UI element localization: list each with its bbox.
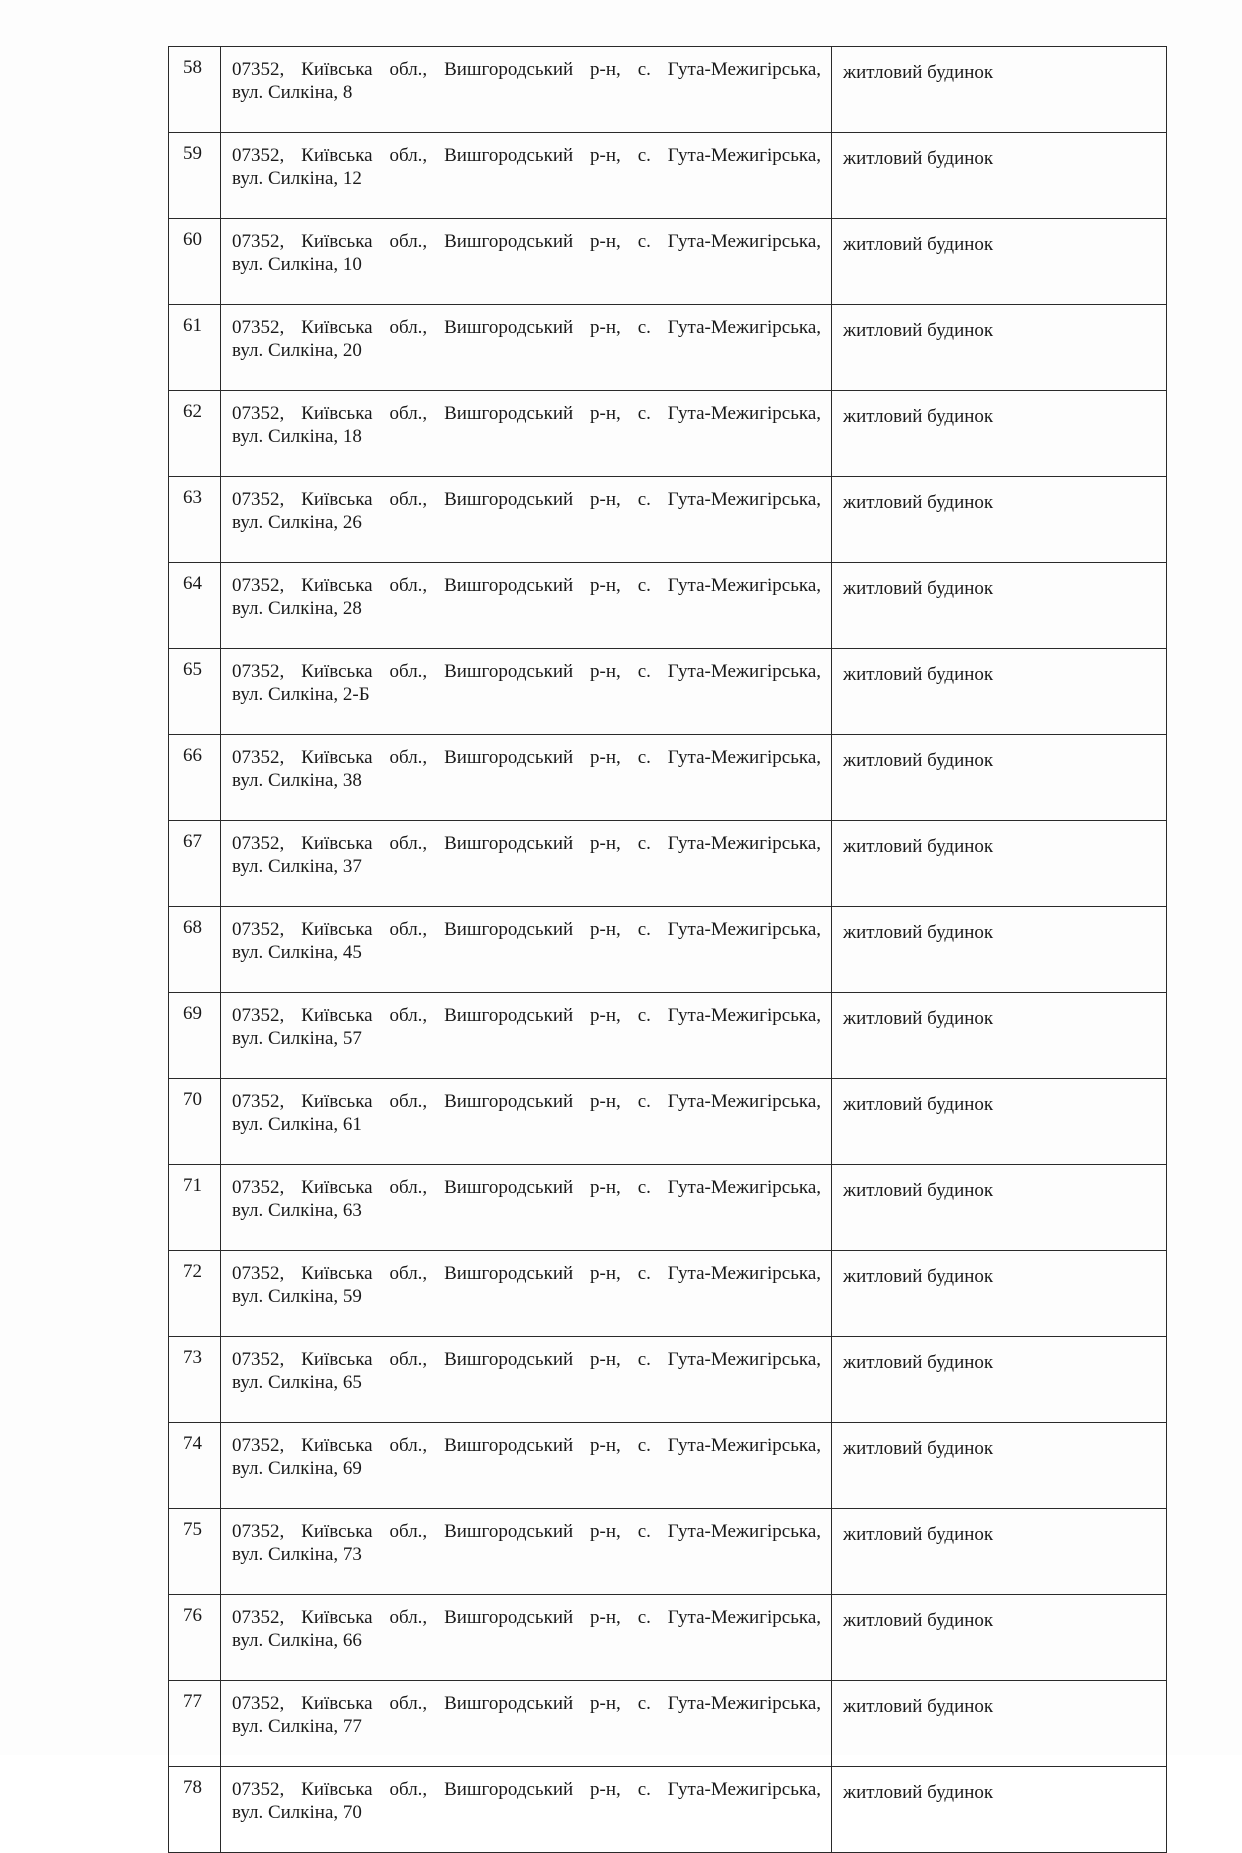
- object-type: житловий будинок: [832, 649, 1167, 735]
- table-row: [169, 1681, 1167, 1767]
- address-registry-table: [168, 46, 1167, 1853]
- row-number: 58: [169, 47, 221, 133]
- address-cell: [221, 1423, 832, 1509]
- object-type: житловий будинок: [832, 1509, 1167, 1595]
- row-number: 72: [169, 1251, 221, 1337]
- address-line-2: вул. Силкіна, 59: [232, 1286, 362, 1307]
- address-line-1: 07352, Київська обл., Вишгородський р-н, с. Гута-Межигірська,: [232, 833, 821, 854]
- row-number: 78: [169, 1767, 221, 1853]
- address-line-2: вул. Силкіна, 45: [232, 942, 362, 963]
- row-number: 68: [169, 907, 221, 993]
- object-type: житловий будинок: [832, 993, 1167, 1079]
- address-line-1: 07352, Київська обл., Вишгородський р-н, с. Гута-Межигірська,: [232, 747, 821, 768]
- address-line-2: вул. Силкіна, 69: [232, 1458, 362, 1479]
- table-row: [169, 821, 1167, 907]
- address-line-2: вул. Силкіна, 2-Б: [232, 684, 370, 705]
- table-row: [169, 1337, 1167, 1423]
- address-line-1: 07352, Київська обл., Вишгородський р-н, с. Гута-Межигірська,: [232, 1263, 821, 1284]
- address-line-1: 07352, Київська обл., Вишгородський р-н, с. Гута-Межигірська,: [232, 919, 821, 940]
- table-row: [169, 1595, 1167, 1681]
- table-row: [169, 735, 1167, 821]
- address-line-2: вул. Силкіна, 77: [232, 1716, 362, 1737]
- address-line-1: 07352, Київська обл., Вишгородський р-н, с. Гута-Межигірська,: [232, 1435, 821, 1456]
- row-number: 76: [169, 1595, 221, 1681]
- address-line-2: вул. Силкіна, 26: [232, 512, 362, 533]
- address-line-1: 07352, Київська обл., Вишгородський р-н, с. Гута-Межигірська,: [232, 145, 821, 166]
- object-type: житловий будинок: [832, 1767, 1167, 1853]
- address-line-2: вул. Силкіна, 65: [232, 1372, 362, 1393]
- address-line-1: 07352, Київська обл., Вишгородський р-н, с. Гута-Межигірська,: [232, 575, 821, 596]
- address-cell: [221, 305, 832, 391]
- object-type: житловий будинок: [832, 47, 1167, 133]
- table-row: [169, 47, 1167, 133]
- object-type: житловий будинок: [832, 1423, 1167, 1509]
- object-type: житловий будинок: [832, 1337, 1167, 1423]
- address-cell: [221, 1595, 832, 1681]
- address-cell: [221, 391, 832, 477]
- address-line-2: вул. Силкіна, 28: [232, 598, 362, 619]
- object-type: житловий будинок: [832, 821, 1167, 907]
- address-line-1: 07352, Київська обл., Вишгородський р-н, с. Гута-Межигірська,: [232, 1091, 821, 1112]
- table-row: [169, 133, 1167, 219]
- object-type: житловий будинок: [832, 391, 1167, 477]
- object-type: житловий будинок: [832, 563, 1167, 649]
- address-cell: [221, 133, 832, 219]
- object-type: житловий будинок: [832, 1251, 1167, 1337]
- address-line-2: вул. Силкіна, 8: [232, 82, 353, 103]
- address-line-1: 07352, Київська обл., Вишгородський р-н, с. Гута-Межигірська,: [232, 1779, 821, 1800]
- object-type: житловий будинок: [832, 1681, 1167, 1767]
- address-line-2: вул. Силкіна, 20: [232, 340, 362, 361]
- row-number: 67: [169, 821, 221, 907]
- table-row: [169, 1509, 1167, 1595]
- address-line-1: 07352, Київська обл., Вишгородський р-н, с. Гута-Межигірська,: [232, 1005, 821, 1026]
- address-line-2: вул. Силкіна, 70: [232, 1802, 362, 1823]
- address-cell: [221, 47, 832, 133]
- address-line-2: вул. Силкіна, 37: [232, 856, 362, 877]
- address-line-2: вул. Силкіна, 63: [232, 1200, 362, 1221]
- row-number: 63: [169, 477, 221, 563]
- address-line-1: 07352, Київська обл., Вишгородський р-н, с. Гута-Межигірська,: [232, 403, 821, 424]
- table-row: [169, 391, 1167, 477]
- object-type: житловий будинок: [832, 219, 1167, 305]
- address-line-2: вул. Силкіна, 38: [232, 770, 362, 791]
- row-number: 77: [169, 1681, 221, 1767]
- address-line-2: вул. Силкіна, 10: [232, 254, 362, 275]
- object-type: житловий будинок: [832, 133, 1167, 219]
- address-cell: [221, 1079, 832, 1165]
- row-number: 62: [169, 391, 221, 477]
- row-number: 59: [169, 133, 221, 219]
- row-number: 71: [169, 1165, 221, 1251]
- address-cell: [221, 1251, 832, 1337]
- address-cell: [221, 821, 832, 907]
- address-cell: [221, 735, 832, 821]
- table-row: [169, 1767, 1167, 1853]
- row-number: 64: [169, 563, 221, 649]
- row-number: 74: [169, 1423, 221, 1509]
- address-cell: [221, 477, 832, 563]
- address-cell: [221, 649, 832, 735]
- object-type: житловий будинок: [832, 1595, 1167, 1681]
- object-type: житловий будинок: [832, 477, 1167, 563]
- row-number: 66: [169, 735, 221, 821]
- table-row: [169, 1079, 1167, 1165]
- address-line-1: 07352, Київська обл., Вишгородський р-н, с. Гута-Межигірська,: [232, 1693, 821, 1714]
- table-row: [169, 649, 1167, 735]
- address-line-1: 07352, Київська обл., Вишгородський р-н, с. Гута-Межигірська,: [232, 489, 821, 510]
- address-cell: [221, 1337, 832, 1423]
- address-line-1: 07352, Київська обл., Вишгородський р-н, с. Гута-Межигірська,: [232, 1607, 821, 1628]
- table-row: [169, 1423, 1167, 1509]
- table-row: [169, 1251, 1167, 1337]
- row-number: 69: [169, 993, 221, 1079]
- table-row: [169, 907, 1167, 993]
- address-line-2: вул. Силкіна, 61: [232, 1114, 362, 1135]
- address-cell: [221, 219, 832, 305]
- address-line-1: 07352, Київська обл., Вишгородський р-н, с. Гута-Межигірська,: [232, 1349, 821, 1370]
- address-cell: [221, 907, 832, 993]
- address-cell: [221, 1165, 832, 1251]
- object-type: житловий будинок: [832, 1079, 1167, 1165]
- address-line-2: вул. Силкіна, 73: [232, 1544, 362, 1565]
- table-row: [169, 219, 1167, 305]
- address-line-1: 07352, Київська обл., Вишгородський р-н, с. Гута-Межигірська,: [232, 1521, 821, 1542]
- address-line-1: 07352, Київська обл., Вишгородський р-н, с. Гута-Межигірська,: [232, 317, 821, 338]
- table-row: [169, 305, 1167, 391]
- address-cell: [221, 563, 832, 649]
- address-line-2: вул. Силкіна, 57: [232, 1028, 362, 1049]
- table-row: [169, 477, 1167, 563]
- address-line-2: вул. Силкіна, 12: [232, 168, 362, 189]
- address-line-1: 07352, Київська обл., Вишгородський р-н, с. Гута-Межигірська,: [232, 59, 821, 80]
- object-type: житловий будинок: [832, 305, 1167, 391]
- address-cell: [221, 1681, 832, 1767]
- object-type: житловий будинок: [832, 735, 1167, 821]
- object-type: житловий будинок: [832, 1165, 1167, 1251]
- address-cell: [221, 1509, 832, 1595]
- table-row: [169, 1165, 1167, 1251]
- table-row: [169, 563, 1167, 649]
- row-number: 65: [169, 649, 221, 735]
- row-number: 60: [169, 219, 221, 305]
- address-line-1: 07352, Київська обл., Вишгородський р-н, с. Гута-Межигірська,: [232, 661, 821, 682]
- address-line-2: вул. Силкіна, 18: [232, 426, 362, 447]
- object-type: житловий будинок: [832, 907, 1167, 993]
- address-cell: [221, 993, 832, 1079]
- row-number: 75: [169, 1509, 221, 1595]
- row-number: 61: [169, 305, 221, 391]
- address-cell: [221, 1767, 832, 1853]
- row-number: 73: [169, 1337, 221, 1423]
- row-number: 70: [169, 1079, 221, 1165]
- address-line-1: 07352, Київська обл., Вишгородський р-н, с. Гута-Межигірська,: [232, 1177, 821, 1198]
- table-row: [169, 993, 1167, 1079]
- address-line-2: вул. Силкіна, 66: [232, 1630, 362, 1651]
- address-line-1: 07352, Київська обл., Вишгородський р-н, с. Гута-Межигірська,: [232, 231, 821, 252]
